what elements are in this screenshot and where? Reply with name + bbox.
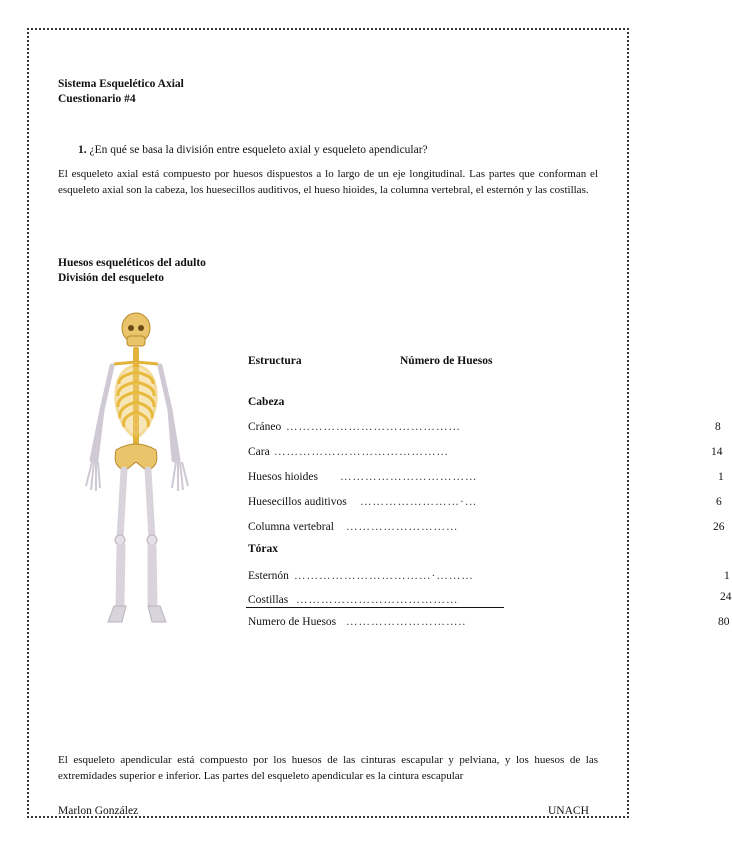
- total-label: Numero de Huesos: [248, 616, 337, 628]
- leader-dots: …………………………………: [296, 594, 459, 606]
- row-label: Cráneo: [248, 421, 282, 433]
- leader-dots: ……………………………………: [274, 446, 449, 458]
- row-label: Cara: [248, 446, 270, 458]
- group-label-torax: Tórax: [248, 543, 279, 555]
- row-value: 1: [718, 471, 724, 483]
- table-row: [248, 521, 725, 537]
- knees: [115, 535, 157, 545]
- leader-dots: ………………………..: [346, 616, 467, 628]
- table-row: [248, 471, 724, 487]
- total-rule: [246, 607, 504, 608]
- footer-institution: UNACH: [548, 805, 589, 817]
- row-label: Costillas: [248, 594, 289, 606]
- pelvis: [115, 444, 157, 470]
- table-row: [248, 496, 722, 512]
- leader-dots: ………………………: [346, 521, 459, 533]
- column-header-structure: Estructura: [248, 355, 302, 367]
- bottom-paragraph: El esqueleto apendicular está compuesto por los huesos de las cinturas escapular y pelviana, y los huesos de las extremidades superior e inferior. Las partes del esqueleto apendicular es la cintura escapular: [58, 754, 598, 782]
- leader-dots: ……………………………………: [286, 421, 461, 433]
- question-text: ¿En qué se basa la división entre esqueleto axial y esqueleto apendicular?: [89, 144, 428, 156]
- total-value: 80: [718, 616, 730, 628]
- lower-legs: [118, 546, 155, 605]
- legs: [120, 470, 152, 538]
- row-value: 24: [720, 591, 732, 603]
- row-label: Esternón: [248, 570, 289, 582]
- question-1: [78, 144, 428, 156]
- leader-dots: ……………………………·………: [294, 570, 474, 582]
- table-row: [248, 421, 721, 437]
- document-subtitle: Cuestionario #4: [58, 93, 136, 105]
- column-header-count: Número de Huesos: [400, 355, 493, 367]
- section-subheading: División del esqueleto: [58, 272, 165, 284]
- row-value: 8: [715, 421, 721, 433]
- table-row: [248, 446, 723, 462]
- row-value: 1: [724, 570, 730, 582]
- table-row: [248, 570, 730, 586]
- section-heading: Huesos esqueléticos del adulto: [58, 257, 206, 269]
- rib-cage: [116, 365, 156, 438]
- row-value: 6: [716, 496, 722, 508]
- footer-author: Marlon González: [58, 805, 139, 817]
- table-total-row: [248, 616, 730, 632]
- leader-dots: ……………………………: [340, 471, 478, 483]
- feet: [108, 606, 166, 622]
- group-label-cabeza: Cabeza: [248, 396, 285, 408]
- row-label: Columna vertebral: [248, 521, 334, 533]
- question-number: 1.: [78, 144, 87, 156]
- row-label: Huesecillos auditivos: [248, 496, 347, 508]
- row-value: 14: [711, 446, 723, 458]
- row-label: Huesos hioides: [248, 471, 318, 483]
- answer-paragraph: El esqueleto axial está compuesto por huesos dispuestos a lo largo de un eje longitudinal. Las partes que conforman el esqueleto axial son la cabeza, los huesecillos auditivos, el hueso hioides, la columna vertebral, el esternón y las costillas.: [58, 168, 598, 196]
- leader-dots: ……………………·…: [360, 496, 478, 508]
- document-title: Sistema Esquelético Axial: [58, 78, 184, 90]
- table-row: [248, 591, 732, 612]
- skeleton-illustration: [78, 310, 198, 625]
- row-value: 26: [713, 521, 725, 533]
- skull: [122, 313, 150, 346]
- hands: [86, 462, 188, 491]
